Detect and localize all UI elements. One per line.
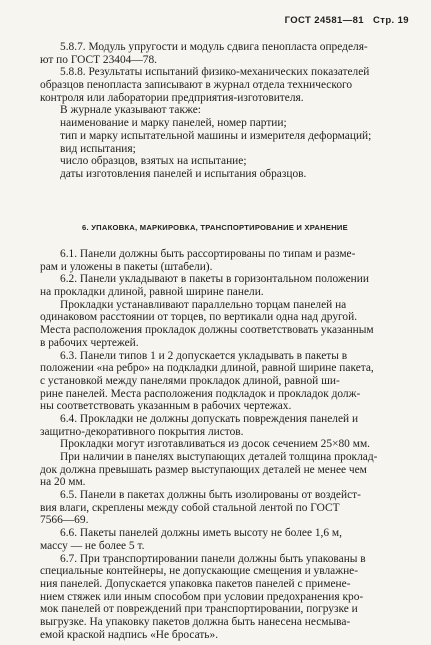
standard-number: ГОСТ 24581—81 bbox=[284, 15, 364, 26]
section-6-body bbox=[40, 248, 390, 641]
text-line: 6.5. Панели в пакетах должны быть изолированы от воздейст- bbox=[60, 489, 361, 502]
text-line: ны соответствовать указанным в рабочих чертежах. bbox=[40, 400, 292, 413]
text-line: наименование и марку панелей, номер партии; bbox=[60, 117, 287, 130]
text-line: в рабочих чертежей. bbox=[40, 336, 139, 349]
text-line: 6.1. Панели должны быть рассортированы по типам и разме- bbox=[60, 248, 356, 260]
text-line: 6.3. Панели типов 1 и 2 допускается укладывать в пакеты в bbox=[60, 349, 348, 362]
text-line: число образцов, взятых на испытание; bbox=[60, 155, 247, 168]
text-line: 6.4. Прокладки не должны допускать повреждения панелей и bbox=[60, 412, 359, 425]
text-line: ния панелей. Допускается упаковка пакетов панелей с примене- bbox=[40, 577, 351, 590]
text-line: ют по ГОСТ 23404—78. bbox=[40, 53, 157, 66]
text-line: В журнале указывают также: bbox=[60, 104, 201, 117]
section-5-continuation bbox=[40, 41, 390, 181]
text-line: Прокладки могут изготавливаться из досок сечением 25×80 мм. bbox=[60, 438, 370, 451]
text-line: специальные контейнеры, не допускающие смещения и увлажне- bbox=[40, 565, 359, 578]
page-number: Стр. 19 bbox=[373, 15, 409, 26]
page-header bbox=[279, 15, 409, 26]
text-line: образцов пенопласта записывают в журнал отдела технического bbox=[40, 79, 353, 92]
text-line: 6.7. При транспортировании панели должны быть упакованы в bbox=[60, 552, 366, 565]
text-line: нием стяжек или иным способом при условии предохранения кро- bbox=[40, 590, 364, 603]
text-line: док должна превышать размер выступающих деталей не менее чем bbox=[40, 463, 367, 476]
text-line: вия влаги, скреплены между собой стальной лентой по ГОСТ bbox=[40, 501, 340, 514]
text-line: с установкой между панелями прокладок длиной, равной ши- bbox=[40, 374, 340, 387]
text-line: Прокладки устанавливают параллельно торцам панелей на bbox=[60, 298, 347, 311]
text-line: рине панелей. Места расположения подкладок и прокладок долж- bbox=[40, 387, 361, 400]
text-line: массу — не более 5 т. bbox=[40, 539, 145, 552]
text-line: Места расположения прокладок должны соответствовать указанным bbox=[40, 324, 374, 337]
text-line: на 20 мм. bbox=[40, 476, 86, 489]
text-line: контроля или лаборатории предприятия-изготовителя. bbox=[40, 91, 304, 104]
text-line: 7566—69. bbox=[40, 514, 89, 527]
section-heading: 6. УПАКОВКА, МАРКИРОВКА, ТРАНСПОРТИРОВАНИЕ И ХРАНЕНИЕ bbox=[82, 223, 348, 232]
text-line: тип и марку испытательной машины и измерителя деформаций; bbox=[60, 129, 372, 142]
text-line: 5.8.7. Модуль упругости и модуль сдвига пенопласта определя- bbox=[60, 41, 368, 53]
text-line: При наличии в панелях выступающих деталей толщина проклад- bbox=[60, 451, 378, 463]
text-line: положении «на ребро» на подкладки длиной, равной ширине пакета, bbox=[40, 362, 374, 375]
text-line: одинаковом расстоянии от торцев, по вертикали одна над другой. bbox=[40, 311, 358, 324]
text-line: мок панелей от повреждений при транспортировании, погрузке и bbox=[40, 603, 358, 616]
text-line: 6.6. Пакеты панелей должны иметь высоту не более 1,6 м, bbox=[60, 527, 342, 540]
text-line: на прокладки длиной, равной ширине панели. bbox=[40, 286, 264, 299]
text-line: защитно-декоративного покрытия листов. bbox=[40, 425, 244, 438]
text-line: рам и уложены в пакеты (штабели). bbox=[40, 260, 213, 273]
text-line: емой краской надпись «Не бросать». bbox=[40, 628, 219, 641]
text-line: выгрузке. На упаковку пакетов должна быть нанесена несмыва- bbox=[40, 615, 351, 628]
text-line: вид испытания; bbox=[60, 142, 136, 155]
text-line: даты изготовления панелей и испытания образцов. bbox=[60, 167, 307, 180]
text-line: 5.8.8. Результаты испытаний физико-механических показателей bbox=[60, 66, 370, 79]
text-line: 6.2. Панели укладывают в пакеты в горизонтальном положении bbox=[60, 273, 369, 286]
